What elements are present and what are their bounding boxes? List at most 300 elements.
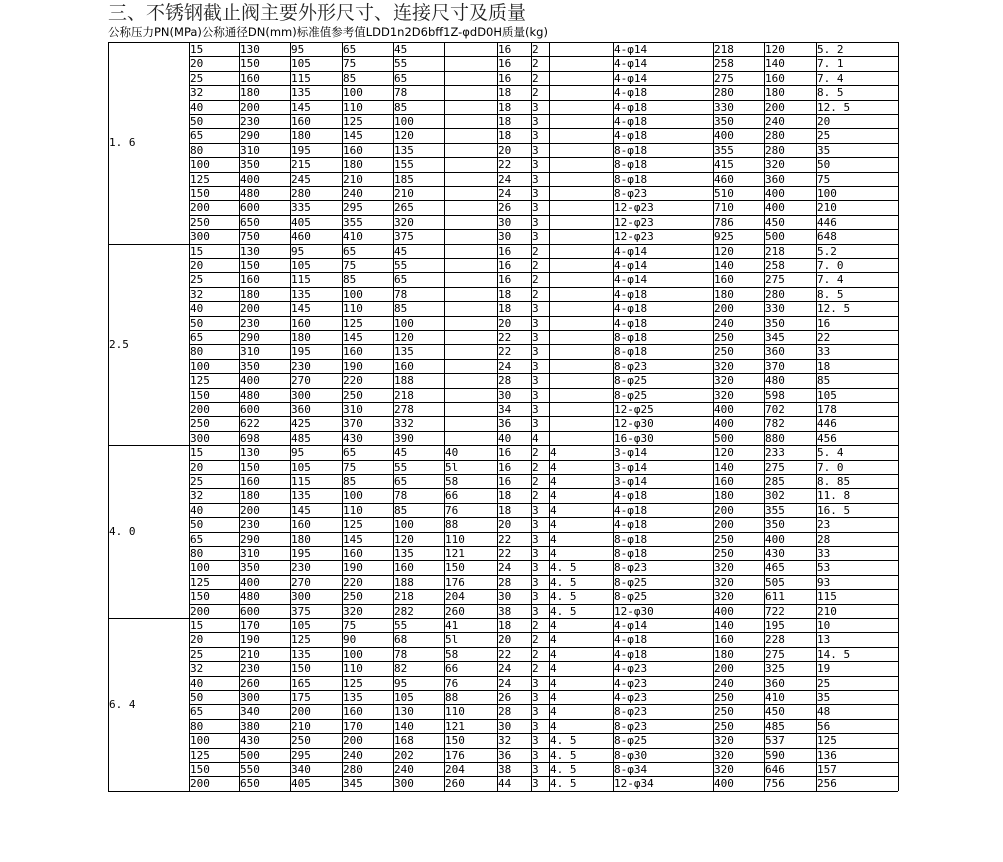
table-cell: 2	[532, 647, 539, 661]
table-cell: 18	[817, 359, 831, 373]
table-cell: 537	[765, 734, 785, 748]
table-cell: 105	[394, 691, 414, 704]
table-cell: 460	[714, 172, 734, 186]
table-cell: 320	[714, 575, 734, 589]
table-cell: 446	[817, 417, 837, 431]
table-cell: 8. 85	[817, 475, 851, 488]
column-divider	[549, 42, 550, 791]
table-cell: 19	[817, 662, 831, 676]
table-cell: 4-φ14	[614, 71, 648, 85]
table-cell: 925	[714, 230, 734, 244]
table-cell: 160	[765, 71, 785, 85]
table-cell: 8-φ18	[614, 158, 648, 172]
table-cell: 150	[240, 57, 260, 71]
table-cell: 250	[190, 215, 210, 229]
table-cell: 260	[445, 604, 465, 618]
table-cell: 3	[532, 691, 539, 704]
table-cell: 160	[343, 345, 363, 359]
table-cell: 140	[714, 460, 734, 474]
table-cell: 2	[532, 86, 539, 100]
table-cell: 100	[394, 115, 414, 128]
table-cell: 28	[498, 374, 512, 388]
table-cell: 4-φ18	[614, 86, 648, 100]
table-cell: 400	[240, 575, 260, 589]
table-cell: 35	[817, 691, 831, 704]
table-cell: 110	[343, 100, 363, 114]
table-cell: 250	[714, 705, 734, 719]
table-cell: 33	[817, 345, 831, 359]
table-cell: 65	[190, 705, 204, 719]
table-cell: 722	[765, 604, 785, 618]
table-cell: 180	[291, 532, 311, 546]
table-cell: 250	[291, 734, 311, 748]
table-cell: 2	[532, 446, 539, 460]
table-cell: 4	[550, 719, 557, 733]
table-cell: 3	[532, 100, 539, 114]
table-cell: 4	[550, 489, 557, 503]
table-cell: 280	[714, 86, 734, 100]
table-cell: 430	[240, 734, 260, 748]
table-cell	[444, 158, 497, 172]
table-cell: 8-φ25	[614, 388, 648, 402]
table-cell: 3-φ14	[614, 475, 648, 488]
table-cell: 68	[394, 633, 408, 647]
table-cell: 4-φ14	[614, 259, 648, 272]
table-cell: 3	[532, 547, 539, 560]
table-cell: 22	[498, 532, 512, 546]
table-cell: 5. 4	[817, 446, 844, 460]
table-cell: 611	[765, 590, 785, 604]
table-cell: 145	[343, 129, 363, 143]
table-cell: 121	[445, 547, 465, 560]
table-cell: 100	[343, 86, 363, 100]
table-cell	[549, 43, 613, 57]
table-cell: 345	[765, 331, 785, 344]
table-cell: 345	[343, 777, 363, 791]
table-cell: 3	[532, 763, 539, 776]
table-cell	[444, 129, 497, 143]
table-cell: 55	[394, 259, 408, 272]
column-divider	[497, 42, 498, 791]
table-cell: 360	[765, 676, 785, 690]
table-cell: 2	[532, 43, 539, 56]
table-cell: 256	[817, 777, 837, 791]
table-cell: 332	[394, 417, 414, 431]
table-cell: 135	[394, 143, 414, 157]
table-cell: 190	[240, 633, 260, 647]
table-cell: 150	[190, 590, 210, 604]
table-cell: 115	[291, 475, 311, 488]
table-cell: 136	[817, 748, 837, 762]
table-cell: 15	[190, 43, 204, 56]
table-cell	[444, 317, 497, 331]
table-cell: 410	[765, 691, 785, 704]
table-cell: 310	[343, 403, 363, 416]
table-cell: 157	[817, 763, 837, 776]
table-cell: 28	[498, 705, 512, 719]
table-cell: 400	[765, 201, 785, 215]
table-cell	[444, 273, 497, 287]
table-cell	[444, 72, 497, 86]
group-divider	[108, 791, 898, 792]
table-cell: 26	[498, 201, 512, 215]
table-cell: 275	[714, 71, 734, 85]
table-cell: 140	[714, 619, 734, 632]
table-cell: 24	[498, 172, 512, 186]
table-cell: 3	[532, 230, 539, 244]
table-cell: 4-φ23	[614, 676, 648, 690]
table-cell: 176	[445, 748, 465, 762]
table-cell: 4-φ23	[614, 691, 648, 704]
table-cell: 115	[291, 71, 311, 85]
table-cell: 390	[394, 431, 414, 445]
table-cell: 16	[498, 244, 512, 258]
table-cell: 3	[532, 705, 539, 719]
table-cell: 125	[343, 518, 363, 532]
table-cell: 20	[190, 259, 204, 272]
table-cell: 105	[291, 619, 311, 632]
table-cell: 3	[532, 417, 539, 431]
table-cell: 55	[394, 57, 408, 71]
table-cell: 2	[532, 273, 539, 287]
table-cell: 380	[240, 719, 260, 733]
table-cell: 188	[394, 575, 414, 589]
pressure-cell: 4. 0	[109, 525, 136, 539]
table-cell: 325	[765, 662, 785, 676]
table-cell	[549, 201, 613, 215]
table-cell: 250	[714, 345, 734, 359]
table-cell: 2	[532, 489, 539, 503]
table-cell: 400	[765, 532, 785, 546]
table-cell: 30	[498, 230, 512, 244]
table-cell: 280	[343, 763, 363, 776]
table-cell: 3	[532, 734, 539, 748]
table-cell: 75	[343, 460, 357, 474]
table-cell: 38	[498, 604, 512, 618]
table-cell: 275	[765, 647, 785, 661]
table-cell: 32	[190, 489, 204, 503]
table-cell	[444, 101, 497, 115]
table-cell: 75	[817, 172, 831, 186]
table-cell: 8-φ18	[614, 331, 648, 344]
table-cell: 360	[765, 172, 785, 186]
table-cell: 782	[765, 417, 785, 431]
table-cell: 320	[714, 359, 734, 373]
table-cell: 110	[343, 662, 363, 676]
table-cell: 4	[550, 460, 557, 474]
table-cell: 40	[190, 503, 204, 517]
table-cell: 430	[765, 547, 785, 560]
table-cell: 600	[240, 403, 260, 416]
table-cell	[549, 129, 613, 143]
table-cell	[444, 230, 497, 244]
table-cell	[444, 259, 497, 273]
table-cell: 218	[394, 590, 414, 604]
table-cell: 80	[190, 547, 204, 560]
table-cell: 260	[445, 777, 465, 791]
table-cell: 120	[765, 43, 785, 56]
table-cell: 28	[498, 575, 512, 589]
table-cell: 12. 5	[817, 302, 851, 316]
table-cell: 195	[291, 345, 311, 359]
table-cell: 85	[394, 503, 408, 517]
table-cell	[549, 115, 613, 129]
table-cell: 200	[190, 403, 210, 416]
table-cell: 370	[343, 417, 363, 431]
table-cell: 18	[498, 489, 512, 503]
pressure-cell: 2.5	[109, 337, 129, 351]
table-cell: 465	[765, 561, 785, 575]
table-cell: 105	[817, 388, 837, 402]
table-cell: 40	[190, 302, 204, 316]
table-cell: 160	[394, 359, 414, 373]
table-cell: 110	[343, 302, 363, 316]
table-cell: 280	[765, 287, 785, 301]
table-cell: 500	[765, 230, 785, 244]
table-cell: 4-φ14	[614, 43, 648, 56]
table-cell: 95	[291, 446, 305, 460]
table-cell: 2	[532, 662, 539, 676]
column-divider	[713, 42, 714, 791]
table-cell: 38	[498, 763, 512, 776]
table-cell: 4-φ18	[614, 316, 648, 330]
table-cell: 355	[714, 143, 734, 157]
table-cell: 16	[498, 273, 512, 287]
table-cell	[444, 432, 497, 446]
table-cell: 110	[445, 532, 465, 546]
table-cell: 260	[240, 676, 260, 690]
table-cell: 135	[394, 547, 414, 560]
table-cell: 480	[240, 187, 260, 200]
table-cell: 320	[714, 374, 734, 388]
table-cell: 15	[190, 619, 204, 632]
table-cell: 302	[765, 489, 785, 503]
table-cell: 200	[714, 662, 734, 676]
table-cell: 100	[394, 316, 414, 330]
table-cell: 130	[394, 705, 414, 719]
table-cell: 215	[291, 158, 311, 172]
table-cell: 120	[394, 331, 414, 344]
table-cell: 130	[240, 244, 260, 258]
table-cell: 480	[765, 374, 785, 388]
table-cell	[549, 101, 613, 115]
table-cell: 88	[445, 518, 459, 532]
table-cell: 125	[190, 172, 210, 186]
table-cell: 18	[498, 86, 512, 100]
table-cell: 20	[817, 115, 831, 128]
table-cell	[549, 273, 613, 287]
table-cell: 45	[394, 446, 408, 460]
table-cell: 18	[498, 619, 512, 632]
table-cell: 8-φ18	[614, 345, 648, 359]
table-cell: 12-φ30	[614, 604, 654, 618]
table-cell: 44	[498, 777, 512, 791]
table-cell: 3	[532, 129, 539, 143]
table-cell	[444, 245, 497, 259]
table-cell: 95	[291, 43, 305, 56]
table-cell: 290	[240, 532, 260, 546]
page-title: 三、不锈钢截止阀主要外形尺寸、连接尺寸及质量	[108, 2, 527, 24]
table-cell: 80	[190, 143, 204, 157]
table-cell: 4	[550, 619, 557, 632]
table-cell: 210	[394, 187, 414, 200]
column-divider	[239, 42, 240, 791]
table-cell: 82	[394, 662, 408, 676]
table-cell: 3	[532, 172, 539, 186]
table-cell: 400	[714, 403, 734, 416]
table-cell: 200	[190, 201, 210, 215]
table-cell	[444, 360, 497, 374]
table-cell: 45	[394, 244, 408, 258]
table-cell: 150	[445, 734, 465, 748]
table-cell: 4-φ18	[614, 100, 648, 114]
table-cell: 120	[394, 532, 414, 546]
table-cell: 36	[498, 417, 512, 431]
table-cell: 3	[532, 590, 539, 604]
table-cell: 20	[190, 460, 204, 474]
table-cell: 24	[498, 187, 512, 200]
table-cell: 400	[765, 187, 785, 200]
table-cell: 3	[532, 561, 539, 575]
table-cell: 4-φ18	[614, 129, 648, 143]
table-cell: 4	[550, 503, 557, 517]
table-cell: 250	[714, 719, 734, 733]
table-cell: 200	[714, 518, 734, 532]
table-cell: 3	[532, 215, 539, 229]
table-cell: 2	[532, 57, 539, 71]
table-cell: 85	[394, 100, 408, 114]
table-cell: 18	[498, 129, 512, 143]
table-cell: 4	[550, 633, 557, 647]
table-cell: 590	[765, 748, 785, 762]
table-cell	[549, 360, 613, 374]
table-cell: 756	[765, 777, 785, 791]
table-cell: 2	[532, 71, 539, 85]
table-cell	[549, 230, 613, 244]
table-cell: 100	[190, 158, 210, 172]
table-cell: 355	[765, 503, 785, 517]
table-cell: 480	[240, 388, 260, 402]
table-cell: 210	[817, 604, 837, 618]
table-cell: 350	[714, 115, 734, 128]
table-cell: 160	[240, 273, 260, 287]
table-cell: 310	[240, 547, 260, 560]
table-cell: 55	[394, 619, 408, 632]
table-cell: 16	[498, 259, 512, 272]
table-cell: 200	[190, 777, 210, 791]
table-cell: 24	[498, 561, 512, 575]
table-cell: 220	[343, 374, 363, 388]
table-cell: 300	[394, 777, 414, 791]
table-cell: 165	[291, 676, 311, 690]
table-cell: 85	[817, 374, 831, 388]
table-cell	[549, 317, 613, 331]
table-cell: 8-φ25	[614, 590, 648, 604]
table-cell	[444, 331, 497, 345]
table-cell: 4-φ18	[614, 503, 648, 517]
table-cell: 160	[343, 705, 363, 719]
table-cell: 450	[765, 705, 785, 719]
table-cell: 250	[714, 691, 734, 704]
table-cell: 4	[550, 676, 557, 690]
table-cell: 4	[550, 647, 557, 661]
table-cell: 195	[291, 547, 311, 560]
table-cell: 25	[190, 475, 204, 488]
table-cell: 2	[532, 619, 539, 632]
table-cell	[549, 259, 613, 273]
table-cell: 65	[343, 446, 357, 460]
table-cell: 18	[498, 100, 512, 114]
table-cell: 190	[343, 359, 363, 373]
table-cell: 66	[445, 489, 459, 503]
table-cell: 5.2	[817, 244, 837, 258]
table-cell: 350	[765, 316, 785, 330]
table-cell: 100	[190, 561, 210, 575]
table-cell: 350	[240, 561, 260, 575]
table-cell: 505	[765, 575, 785, 589]
table-cell: 80	[190, 345, 204, 359]
table-cell: 160	[291, 518, 311, 532]
table-cell: 8-φ23	[614, 561, 648, 575]
table-cell: 650	[240, 777, 260, 791]
table-cell: 218	[394, 388, 414, 402]
table-cell: 8-φ18	[614, 172, 648, 186]
column-divider	[444, 42, 445, 791]
table-cell: 4-φ14	[614, 273, 648, 287]
table-cell	[444, 144, 497, 158]
table-cell: 8-φ23	[614, 187, 648, 200]
table-cell: 24	[498, 359, 512, 373]
table-cell: 45	[394, 43, 408, 56]
table-cell	[549, 187, 613, 201]
table-cell: 50	[190, 518, 204, 532]
table-cell: 22	[498, 547, 512, 560]
table-cell: 8-φ23	[614, 359, 648, 373]
table-cell: 275	[765, 460, 785, 474]
table-cell: 16	[498, 446, 512, 460]
table-cell: 648	[817, 230, 837, 244]
table-cell: 7. 0	[817, 259, 844, 272]
table-cell: 125	[343, 115, 363, 128]
table-cell	[549, 245, 613, 259]
table-cell: 8-φ18	[614, 547, 648, 560]
table-cell: 22	[498, 647, 512, 661]
table-cell: 320	[714, 748, 734, 762]
table-cell: 4. 5	[550, 763, 577, 776]
table-cell: 3	[532, 403, 539, 416]
table-cell: 8-φ18	[614, 532, 648, 546]
table-cell: 880	[765, 431, 785, 445]
table-cell: 4-φ18	[614, 115, 648, 128]
table-cell: 3	[532, 187, 539, 200]
table-cell: 22	[498, 345, 512, 359]
table-cell: 100	[343, 489, 363, 503]
table-cell	[549, 345, 613, 359]
table-cell: 400	[714, 777, 734, 791]
table-cell: 150	[190, 187, 210, 200]
table-cell: 120	[394, 129, 414, 143]
table-cell: 400	[714, 129, 734, 143]
dimensions-table	[108, 42, 898, 862]
table-cell: 105	[291, 57, 311, 71]
table-cell: 3	[532, 676, 539, 690]
table-cell: 180	[714, 647, 734, 661]
column-divider	[764, 42, 765, 791]
table-cell: 85	[394, 302, 408, 316]
table-cell: 168	[394, 734, 414, 748]
table-cell: 4	[550, 518, 557, 532]
table-cell: 295	[343, 201, 363, 215]
